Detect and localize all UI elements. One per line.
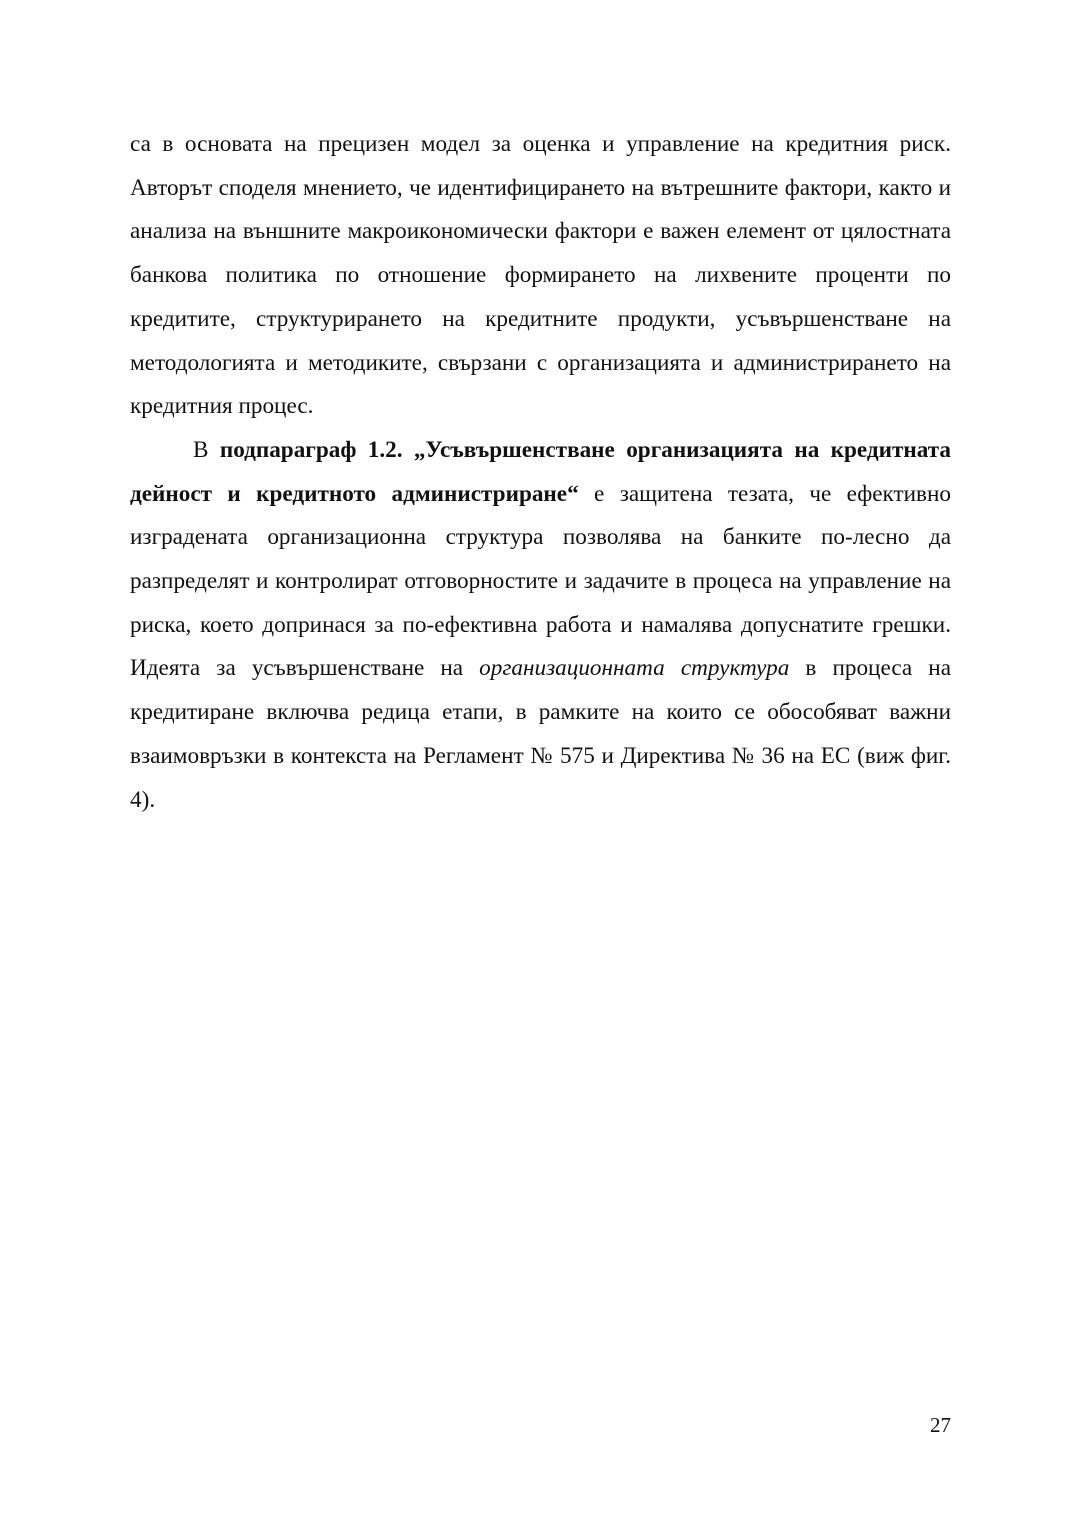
paragraph-2: [130, 429, 951, 822]
paragraph-2-text: е защитена тезата, че ефективно изградената организационна структура позволява на банките по-лесно да разпределят и контролират отговорностите и задачите в процеса на управление на риска, което допринася за по-ефективна работа и намалява допуснатите грешки. Идеята за усъвършенстване на: [130, 480, 952, 682]
italic-term: организационната структура: [479, 655, 790, 682]
paragraph-2-end: в процеса на кредитиране включва редица етапи, в рамките на които се обособяват важни взаимовръзки в контекста на Регламент № 575 и Директива № 36 на ЕС (виж фиг. 4).: [130, 655, 951, 813]
page-number: 27: [930, 1413, 951, 1437]
subparagraph-heading: подпараграф 1.2. „Усъвършенстване организацията на кредитната дейност и кредитното администриране“: [130, 436, 952, 507]
paragraph-2-lead: В: [193, 436, 220, 463]
paragraph-1: са в основата на прецизен модел за оценка и управление на кредитния риск. Авторът споделя мнението, че идентифицирането на вътрешните фактори, както и анализа на външните макроикономически фактори е важен елемент от цялостната банкова политика по отношение формирането на лихвените проценти по кредитите, структурирането на кредитните продукти, усъвършенстване на методологията и методиките, свързани с организацията и администрирането на кредитния процес.: [130, 131, 951, 420]
body-text: [130, 123, 951, 822]
